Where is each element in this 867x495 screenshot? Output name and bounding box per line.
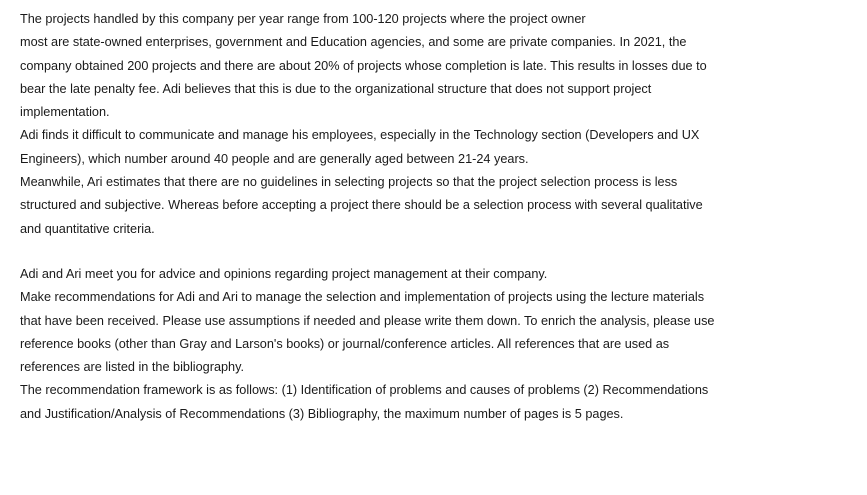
text-line: that have been received. Please use assumptions if needed and please write them down. To enrich the analysis, please use bbox=[20, 313, 715, 328]
text-line: and Justification/Analysis of Recommendations (3) Bibliography, the maximum number of pages is 5 pages. bbox=[20, 406, 624, 421]
text-line: Adi and Ari meet you for advice and opinions regarding project management at their company. bbox=[20, 266, 548, 281]
paragraph-gap bbox=[20, 241, 860, 263]
text-line: The recommendation framework is as follows: (1) Identification of problems and causes of problems (2) Recommendations bbox=[20, 383, 709, 398]
text-line: Adi finds it difficult to communicate and manage his employees, especially in the Technology section (Developers and UX bbox=[20, 128, 700, 143]
text-line: bear the late penalty fee. Adi believes that this is due to the organizational structure that does not support project bbox=[20, 81, 652, 96]
text-line: The projects handled by this company per year range from 100-120 projects where the project owner bbox=[20, 12, 586, 26]
text-line: Engineers), which number around 40 people and are generally aged between 21-24 years. bbox=[20, 151, 529, 166]
paragraph-ari-selection bbox=[20, 171, 860, 241]
text-line: Meanwhile, Ari estimates that there are no guidelines in selecting projects so that the project selection process is less bbox=[20, 175, 678, 190]
text-line: references are listed in the bibliography. bbox=[20, 360, 245, 375]
paragraph-task-instructions bbox=[20, 286, 860, 379]
paragraph-project-background bbox=[20, 8, 860, 124]
paragraph-adi-communication bbox=[20, 124, 860, 171]
text-line: reference books (other than Gray and Larson's books) or journal/conference articles. All references that are used as bbox=[20, 336, 670, 351]
text-line: company obtained 200 projects and there are about 20% of projects whose completion is late. This results in losses due to bbox=[20, 58, 707, 73]
paragraph-framework bbox=[20, 379, 860, 426]
text-line: Make recommendations for Adi and Ari to manage the selection and implementation of projects using the lecture materials bbox=[20, 290, 705, 305]
paragraph-meeting bbox=[20, 263, 860, 286]
text-line: structured and subjective. Whereas before accepting a project there should be a selection process with several qualitative bbox=[20, 198, 703, 213]
assignment-document bbox=[20, 8, 860, 426]
text-line: and quantitative criteria. bbox=[20, 221, 155, 236]
text-line: most are state-owned enterprises, government and Education agencies, and some are private companies. In 2021, the bbox=[20, 35, 687, 50]
text-line: implementation. bbox=[20, 105, 110, 120]
